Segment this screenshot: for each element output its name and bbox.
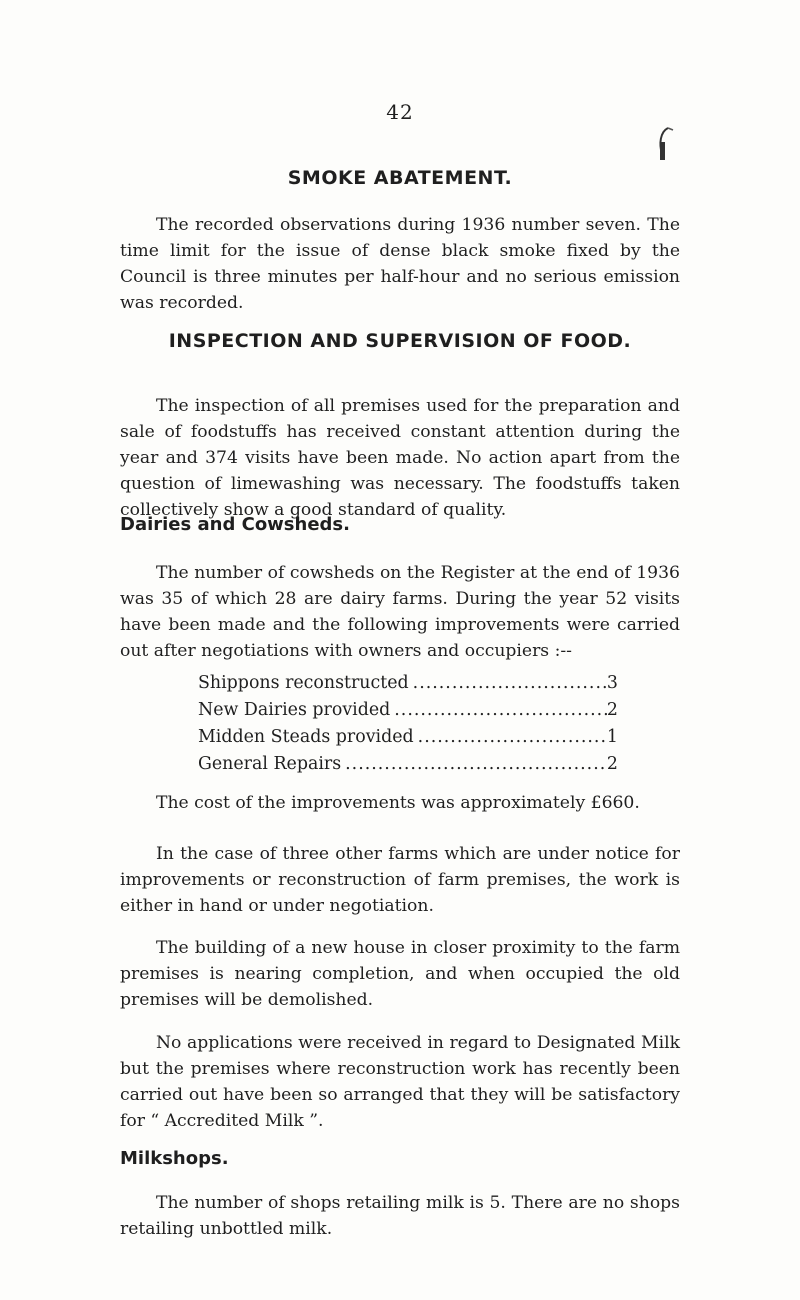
- improvement-count: 2: [606, 700, 618, 720]
- improvement-label: New Dairies provided: [198, 700, 391, 720]
- farms-notice-paragraph: In the case of three other farms which are under notice for improvements or reconstruction of farm premises, the work is either in hand or under negotiation.: [120, 844, 680, 916]
- milkshops-heading: Milkshops.: [120, 1148, 229, 1169]
- improvement-count: 3: [606, 673, 618, 693]
- improvement-item: [198, 751, 618, 778]
- improvement-item: [198, 697, 618, 724]
- food-inspection-heading: INSPECTION AND SUPERVISION OF FOOD.: [168, 330, 632, 352]
- food-inspection-paragraph: The inspection of all premises used for the preparation and sale of foodstuffs has received constant attention during the year and 374 visits have been made. No action apart from the question of limewashing was necessary. The foodstuffs taken collectively show a good standard of quality.: [120, 396, 680, 520]
- milkshops-paragraph: The number of shops retailing milk is 5. There are no shops retailing unbottled milk.: [120, 1193, 680, 1239]
- improvement-item: [198, 670, 618, 697]
- improvement-label: Shippons reconstructed: [198, 673, 409, 693]
- improvements-cost-paragraph: The cost of the improvements was approximately £660.: [156, 793, 640, 813]
- improvements-list: [198, 670, 618, 778]
- improvement-label: Midden Steads provided: [198, 727, 414, 747]
- smoke-abatement-paragraph: The recorded observations during 1936 number seven. The time limit for the issue of dense black smoke fixed by the Council is three minutes per half-hour and no serious emission was recorded.: [120, 215, 680, 313]
- improvement-label: General Repairs: [198, 754, 342, 774]
- dairies-cowsheds-heading: Dairies and Cowsheds.: [120, 514, 350, 535]
- improvement-count: 2: [606, 754, 618, 774]
- new-house-paragraph: The building of a new house in closer proximity to the farm premises is nearing completion, and when occupied the old premises will be demolished.: [120, 938, 680, 1010]
- improvement-item: [198, 724, 618, 751]
- dairies-intro-paragraph: The number of cowsheds on the Register at the end of 1936 was 35 of which 28 are dairy farms. During the year 52 visits have been made and the following improvements were carried out after negotiations with owners and occupiers :--: [120, 563, 680, 661]
- corner-mark-icon: [656, 126, 674, 166]
- page-number: 42: [386, 100, 414, 124]
- designated-milk-paragraph: No applications were received in regard to Designated Milk but the premises where reconstruction work has recently been carried out have been so arranged that they will be satisfactory for “ Accredited Milk ”.: [120, 1033, 680, 1131]
- smoke-abatement-heading: SMOKE ABATEMENT.: [287, 167, 513, 189]
- improvement-count: 1: [606, 727, 618, 747]
